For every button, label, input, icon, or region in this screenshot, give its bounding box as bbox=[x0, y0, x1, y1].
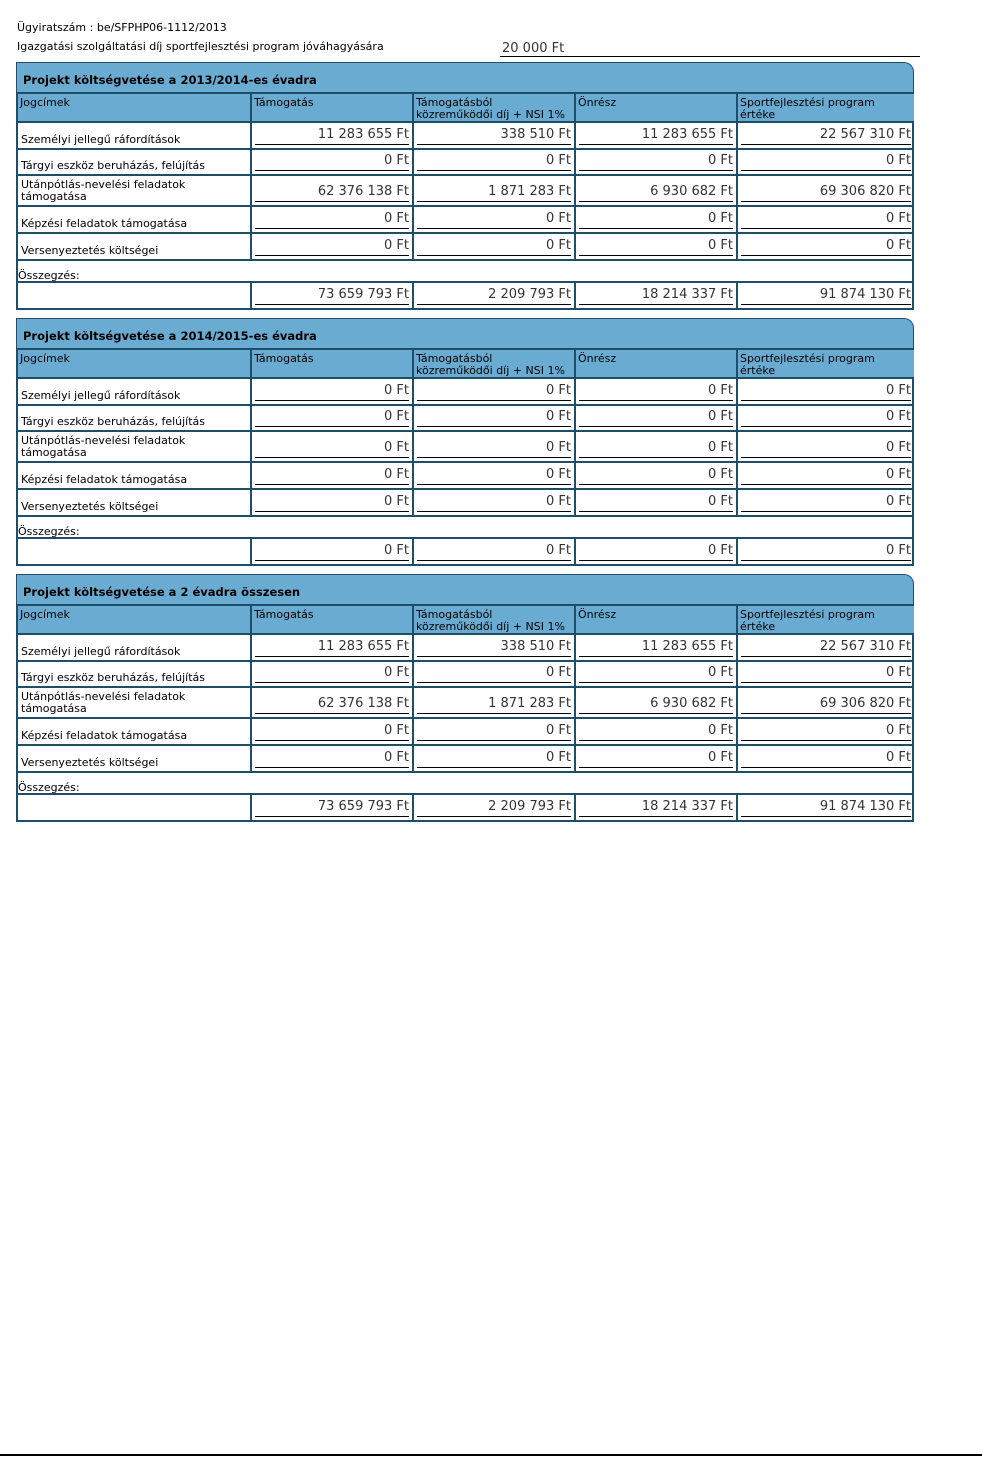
total-cell bbox=[414, 283, 576, 310]
amount-cell bbox=[576, 176, 738, 207]
amount-cell bbox=[252, 234, 414, 261]
amount-value: 0 Ft bbox=[384, 440, 409, 455]
amount-cell bbox=[738, 379, 914, 406]
amount-cell bbox=[414, 207, 576, 234]
amount-value: 0 Ft bbox=[546, 467, 571, 482]
amount-cell bbox=[738, 662, 914, 688]
amount-value: 0 Ft bbox=[384, 238, 409, 253]
amount-value: 0 Ft bbox=[708, 750, 733, 765]
amount-cell bbox=[414, 406, 576, 432]
column-header: Sportfejlesztési program értéke bbox=[738, 604, 914, 635]
total-value: 91 874 130 Ft bbox=[819, 287, 911, 302]
amount-cell bbox=[414, 150, 576, 176]
amount-value: 0 Ft bbox=[546, 665, 571, 680]
amount-cell bbox=[414, 688, 576, 719]
row-label: Személyi jellegű ráfordítások bbox=[18, 123, 252, 150]
total-value: 0 Ft bbox=[708, 543, 733, 558]
amount-value: 0 Ft bbox=[708, 440, 733, 455]
amount-cell bbox=[252, 662, 414, 688]
amount-cell bbox=[414, 379, 576, 406]
amount-cell bbox=[738, 432, 914, 463]
amount-value: 0 Ft bbox=[546, 440, 571, 455]
amount-value: 0 Ft bbox=[546, 750, 571, 765]
amount-value: 0 Ft bbox=[886, 153, 911, 168]
amount-cell bbox=[576, 123, 738, 150]
amount-cell bbox=[738, 635, 914, 662]
case-number: Ügyiratszám : be/SFPHP06-1112/2013 bbox=[17, 21, 227, 34]
column-header: Sportfejlesztési program értéke bbox=[738, 348, 914, 379]
amount-value: 0 Ft bbox=[384, 665, 409, 680]
amount-value: 0 Ft bbox=[886, 409, 911, 424]
amount-cell bbox=[252, 207, 414, 234]
amount-value: 0 Ft bbox=[886, 665, 911, 680]
amount-cell bbox=[738, 463, 914, 490]
column-header: Támogatásból közreműködői díj + NSI 1% bbox=[414, 348, 576, 379]
total-cell bbox=[576, 795, 738, 822]
budget-section-2 bbox=[16, 318, 914, 566]
amount-value: 11 283 655 Ft bbox=[317, 639, 409, 654]
amount-cell bbox=[576, 688, 738, 719]
amount-value: 0 Ft bbox=[384, 750, 409, 765]
amount-value: 0 Ft bbox=[546, 211, 571, 226]
amount-cell bbox=[576, 432, 738, 463]
total-value: 18 214 337 Ft bbox=[641, 287, 733, 302]
fee-value-field bbox=[500, 40, 920, 57]
amount-value: 0 Ft bbox=[708, 211, 733, 226]
amount-value: 0 Ft bbox=[708, 383, 733, 398]
amount-cell bbox=[414, 635, 576, 662]
total-value: 0 Ft bbox=[384, 543, 409, 558]
amount-cell bbox=[738, 176, 914, 207]
row-label: Utánpótlás-nevelési feladatok támogatása bbox=[18, 176, 252, 207]
amount-value: 0 Ft bbox=[886, 383, 911, 398]
budget-table bbox=[16, 348, 914, 566]
row-label: Személyi jellegű ráfordítások bbox=[18, 635, 252, 662]
total-value: 91 874 130 Ft bbox=[819, 799, 911, 814]
amount-cell bbox=[414, 176, 576, 207]
row-label: Versenyeztetés költségei bbox=[18, 746, 252, 773]
amount-value: 0 Ft bbox=[886, 467, 911, 482]
amount-cell bbox=[414, 234, 576, 261]
amount-cell bbox=[252, 379, 414, 406]
amount-value: 0 Ft bbox=[546, 238, 571, 253]
amount-cell bbox=[252, 635, 414, 662]
budget-section-1 bbox=[16, 62, 914, 310]
row-label: Utánpótlás-nevelési feladatok támogatása bbox=[18, 688, 252, 719]
amount-value: 338 510 Ft bbox=[500, 639, 571, 654]
amount-value: 0 Ft bbox=[708, 467, 733, 482]
amount-cell bbox=[252, 746, 414, 773]
amount-cell bbox=[738, 490, 914, 517]
budget-table bbox=[16, 92, 914, 310]
section-title: Projekt költségvetése a 2014/2015-es évadra bbox=[16, 318, 914, 348]
amount-value: 0 Ft bbox=[384, 494, 409, 509]
amount-value: 11 283 655 Ft bbox=[641, 639, 733, 654]
amount-cell bbox=[738, 150, 914, 176]
column-header: Támogatás bbox=[252, 348, 414, 379]
amount-cell bbox=[738, 719, 914, 746]
column-header: Sportfejlesztési program értéke bbox=[738, 92, 914, 123]
amount-value: 1 871 283 Ft bbox=[488, 696, 571, 711]
column-header: Támogatásból közreműködői díj + NSI 1% bbox=[414, 92, 576, 123]
amount-cell bbox=[738, 746, 914, 773]
amount-value: 0 Ft bbox=[546, 494, 571, 509]
amount-value: 0 Ft bbox=[708, 494, 733, 509]
amount-cell bbox=[576, 662, 738, 688]
column-header: Jogcímek bbox=[18, 348, 252, 379]
amount-value: 22 567 310 Ft bbox=[819, 127, 911, 142]
summary-label: Összegzés: bbox=[18, 517, 914, 539]
amount-cell bbox=[252, 406, 414, 432]
amount-value: 69 306 820 Ft bbox=[819, 184, 911, 199]
fee-label: Igazgatási szolgáltatási díj sportfejlesztési program jóváhagyására bbox=[17, 40, 384, 53]
amount-cell bbox=[738, 688, 914, 719]
summary-blank-cell bbox=[18, 539, 252, 566]
page-bottom-rule bbox=[0, 1454, 982, 1456]
amount-value: 0 Ft bbox=[886, 238, 911, 253]
amount-value: 1 871 283 Ft bbox=[488, 184, 571, 199]
amount-value: 0 Ft bbox=[384, 723, 409, 738]
amount-cell bbox=[414, 463, 576, 490]
amount-value: 6 930 682 Ft bbox=[650, 184, 733, 199]
amount-cell bbox=[414, 719, 576, 746]
amount-cell bbox=[738, 406, 914, 432]
row-label: Személyi jellegű ráfordítások bbox=[18, 379, 252, 406]
summary-blank-cell bbox=[18, 795, 252, 822]
amount-value: 0 Ft bbox=[546, 723, 571, 738]
amount-cell bbox=[576, 406, 738, 432]
summary-label: Összegzés: bbox=[18, 773, 914, 795]
amount-value: 0 Ft bbox=[886, 750, 911, 765]
amount-value: 11 283 655 Ft bbox=[317, 127, 409, 142]
row-label: Versenyeztetés költségei bbox=[18, 490, 252, 517]
total-value: 73 659 793 Ft bbox=[317, 799, 409, 814]
row-label: Képzési feladatok támogatása bbox=[18, 207, 252, 234]
amount-value: 0 Ft bbox=[384, 383, 409, 398]
total-value: 2 209 793 Ft bbox=[488, 287, 571, 302]
column-header: Önrész bbox=[576, 348, 738, 379]
total-cell bbox=[414, 795, 576, 822]
amount-cell bbox=[252, 463, 414, 490]
column-header: Jogcímek bbox=[18, 604, 252, 635]
amount-cell bbox=[252, 150, 414, 176]
amount-cell bbox=[576, 490, 738, 517]
amount-cell bbox=[414, 123, 576, 150]
amount-value: 0 Ft bbox=[708, 723, 733, 738]
amount-cell bbox=[738, 207, 914, 234]
amount-value: 0 Ft bbox=[708, 665, 733, 680]
amount-value: 0 Ft bbox=[886, 211, 911, 226]
amount-value: 0 Ft bbox=[384, 467, 409, 482]
amount-value: 69 306 820 Ft bbox=[819, 696, 911, 711]
amount-cell bbox=[414, 490, 576, 517]
total-cell bbox=[252, 795, 414, 822]
amount-cell bbox=[252, 123, 414, 150]
amount-value: 22 567 310 Ft bbox=[819, 639, 911, 654]
amount-cell bbox=[576, 463, 738, 490]
row-label: Utánpótlás-nevelési feladatok támogatása bbox=[18, 432, 252, 463]
amount-value: 0 Ft bbox=[546, 153, 571, 168]
total-cell bbox=[576, 539, 738, 566]
amount-cell bbox=[576, 379, 738, 406]
amount-cell bbox=[576, 150, 738, 176]
amount-value: 62 376 138 Ft bbox=[317, 184, 409, 199]
total-cell bbox=[738, 539, 914, 566]
total-cell bbox=[738, 795, 914, 822]
summary-label: Összegzés: bbox=[18, 261, 914, 283]
amount-value: 0 Ft bbox=[384, 211, 409, 226]
budget-table bbox=[16, 604, 914, 822]
total-value: 0 Ft bbox=[886, 543, 911, 558]
budget-section-3 bbox=[16, 574, 914, 822]
amount-cell bbox=[576, 746, 738, 773]
amount-cell bbox=[252, 176, 414, 207]
total-value: 18 214 337 Ft bbox=[641, 799, 733, 814]
amount-cell bbox=[414, 432, 576, 463]
total-cell bbox=[576, 283, 738, 310]
total-value: 2 209 793 Ft bbox=[488, 799, 571, 814]
amount-value: 0 Ft bbox=[886, 723, 911, 738]
row-label: Képzési feladatok támogatása bbox=[18, 463, 252, 490]
column-header: Önrész bbox=[576, 92, 738, 123]
column-header: Önrész bbox=[576, 604, 738, 635]
amount-cell bbox=[414, 662, 576, 688]
section-title: Projekt költségvetése a 2013/2014-es évadra bbox=[16, 62, 914, 92]
column-header: Támogatás bbox=[252, 92, 414, 123]
row-label: Tárgyi eszköz beruházás, felújítás bbox=[18, 406, 252, 432]
amount-value: 11 283 655 Ft bbox=[641, 127, 733, 142]
amount-cell bbox=[252, 719, 414, 746]
amount-value: 0 Ft bbox=[708, 238, 733, 253]
fee-value: 20 000 Ft bbox=[502, 41, 565, 56]
row-label: Tárgyi eszköz beruházás, felújítás bbox=[18, 662, 252, 688]
amount-value: 62 376 138 Ft bbox=[317, 696, 409, 711]
amount-cell bbox=[738, 123, 914, 150]
amount-value: 0 Ft bbox=[886, 440, 911, 455]
summary-blank-cell bbox=[18, 283, 252, 310]
total-value: 0 Ft bbox=[546, 543, 571, 558]
total-cell bbox=[414, 539, 576, 566]
amount-cell bbox=[252, 688, 414, 719]
column-header: Támogatásból közreműködői díj + NSI 1% bbox=[414, 604, 576, 635]
amount-cell bbox=[252, 490, 414, 517]
amount-value: 0 Ft bbox=[546, 383, 571, 398]
amount-cell bbox=[738, 234, 914, 261]
total-value: 73 659 793 Ft bbox=[317, 287, 409, 302]
amount-value: 0 Ft bbox=[546, 409, 571, 424]
amount-value: 0 Ft bbox=[708, 153, 733, 168]
amount-cell bbox=[576, 207, 738, 234]
amount-cell bbox=[576, 635, 738, 662]
amount-value: 0 Ft bbox=[886, 494, 911, 509]
row-label: Versenyeztetés költségei bbox=[18, 234, 252, 261]
amount-value: 0 Ft bbox=[708, 409, 733, 424]
amount-cell bbox=[576, 234, 738, 261]
section-title: Projekt költségvetése a 2 évadra összesen bbox=[16, 574, 914, 604]
row-label: Tárgyi eszköz beruházás, felújítás bbox=[18, 150, 252, 176]
amount-value: 6 930 682 Ft bbox=[650, 696, 733, 711]
amount-cell bbox=[576, 719, 738, 746]
amount-value: 338 510 Ft bbox=[500, 127, 571, 142]
amount-cell bbox=[252, 432, 414, 463]
column-header: Jogcímek bbox=[18, 92, 252, 123]
total-cell bbox=[252, 283, 414, 310]
total-cell bbox=[252, 539, 414, 566]
column-header: Támogatás bbox=[252, 604, 414, 635]
amount-cell bbox=[414, 746, 576, 773]
row-label: Képzési feladatok támogatása bbox=[18, 719, 252, 746]
total-cell bbox=[738, 283, 914, 310]
amount-value: 0 Ft bbox=[384, 153, 409, 168]
amount-value: 0 Ft bbox=[384, 409, 409, 424]
